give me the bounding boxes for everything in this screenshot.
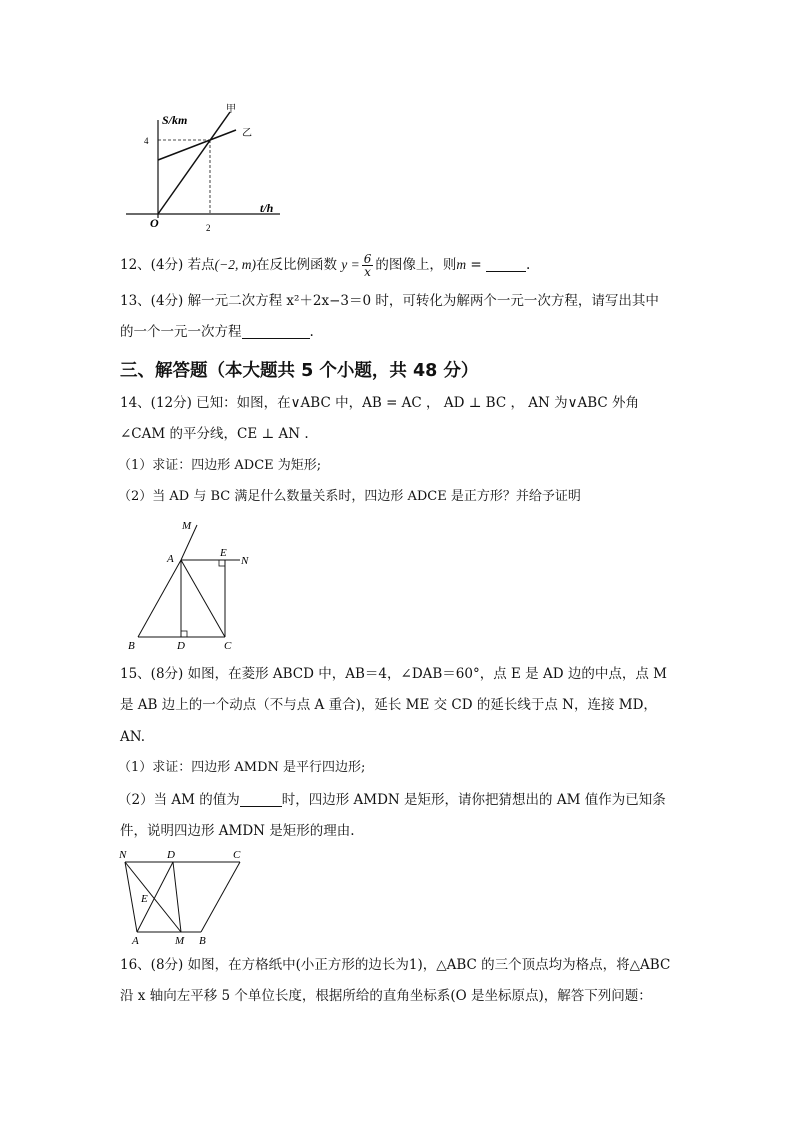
label-M: M <box>175 935 185 947</box>
q13-answer-blank[interactable] <box>242 324 310 339</box>
q12-point: (−2, m) <box>214 257 256 272</box>
label-B: B <box>199 935 206 947</box>
segment-BC <box>201 862 240 932</box>
question-14-part-2: （2）当 AD 与 BC 满足什么数量关系时，四边形 ADCE 是正方形？并给予证明 <box>118 489 581 504</box>
q15-figure <box>115 844 255 950</box>
y-tick-label: 4 <box>144 136 149 146</box>
segment-NA <box>125 862 137 932</box>
q12-func-num: 6 <box>363 252 372 266</box>
label-D: D <box>167 849 175 861</box>
q12-var: m <box>456 257 467 272</box>
yi-label: 乙 <box>242 128 252 139</box>
q13-line2-prefix: 的一个一元一次方程 <box>120 324 242 340</box>
label-D: D <box>177 640 185 652</box>
label-A: A <box>167 553 174 565</box>
q12-func-lhs: y = <box>341 257 360 272</box>
segment-DM <box>173 862 181 932</box>
line-yi <box>158 130 236 160</box>
segment-NM <box>125 862 181 932</box>
question-15-line-1: 15、(8分) 如图，在菱形 ABCD 中，AB＝4，∠DAB＝60°，点 E 是 AD 边的中点，点 M <box>120 666 667 682</box>
q15-part2-suffix: 时，四边形 AMDN 是矩形，请你把猜想出的 AM 值作为已知条 <box>281 792 666 808</box>
label-N: N <box>241 555 249 567</box>
segment-AB <box>138 560 181 637</box>
question-16-line-2: 沿 x 轴向左平移 5 个单位长度，根据所给的直角坐标系(O 是坐标原点)，解答下列问题： <box>120 988 652 1004</box>
q15-answer-blank[interactable] <box>240 792 282 807</box>
question-15-line-2: 是 AB 边上的一个动点（不与点 A 重合)，延长 ME 交 CD 的延长线于点 N，连接 MD， <box>120 697 657 713</box>
q12-mid: 在反比例函数 <box>255 257 337 273</box>
label-N: N <box>119 849 127 861</box>
label-C: C <box>233 849 241 861</box>
label-A: A <box>132 935 139 947</box>
y-axis-label: S/km <box>162 113 188 127</box>
question-15-part-1: （1）求证：四边形 AMDN 是平行四边形; <box>118 760 366 775</box>
label-M: M <box>182 520 192 532</box>
q12-fraction <box>362 253 374 278</box>
x-axis-label: t/h <box>260 201 274 215</box>
section-3-heading: 三、解答题（本大题共 5 个小题，共 48 分） <box>120 361 479 381</box>
q12-prefix: 12、(4分) 若点 <box>120 257 215 273</box>
segment-AC <box>181 560 225 637</box>
q14-figure <box>120 515 260 655</box>
q13-line2-end: . <box>309 324 314 340</box>
line-jia <box>158 112 230 214</box>
label-B: B <box>128 640 135 652</box>
question-15-line-3: AN. <box>120 729 145 745</box>
question-16-line-1: 16、(8分) 如图，在方格纸中(小正方形的边长为1)，△ABC 的三个顶点均为格点，将△ABC <box>120 957 671 973</box>
right-angle-D <box>181 631 187 637</box>
question-14-line-1: 14、(12分) 已知：如图，在∨ABC 中，AB = AC ， AD ⊥ BC ， AN 为∨ABC 外角 <box>120 395 640 411</box>
question-14-part-1: （1）求证：四边形 ADCE 为矩形; <box>118 458 322 473</box>
question-12 <box>120 253 530 278</box>
q12-suffix: 的图像上，则 <box>375 257 457 273</box>
x-tick-label: 2 <box>206 223 211 233</box>
label-C: C <box>224 640 232 652</box>
question-14-line-2: ∠CAM 的平分线，CE ⊥ AN . <box>120 426 309 442</box>
q12-eq: = <box>466 257 487 273</box>
label-E: E <box>220 547 227 559</box>
question-15-part-2-line-2: 件，说明四边形 AMDN 是矩形的理由. <box>120 823 355 839</box>
label-E: E <box>141 893 148 905</box>
question-15-part-2 <box>118 790 666 810</box>
q15-part2-prefix: （2）当 AM 的值为 <box>118 792 240 808</box>
q12-end: . <box>526 257 531 273</box>
jia-label: 甲 <box>226 104 236 115</box>
origin-label: O <box>150 216 159 230</box>
question-13-line-1: 13、(4分) 解一元二次方程 x²＋2x−3＝0 时，可转化为解两个一元一次方程，请写出其中 <box>120 293 659 309</box>
distance-time-graph <box>120 100 290 240</box>
q12-func-den: x <box>364 265 371 279</box>
question-13-line-2 <box>120 322 314 342</box>
q12-answer-blank[interactable] <box>486 257 526 272</box>
right-angle-E <box>219 560 225 566</box>
